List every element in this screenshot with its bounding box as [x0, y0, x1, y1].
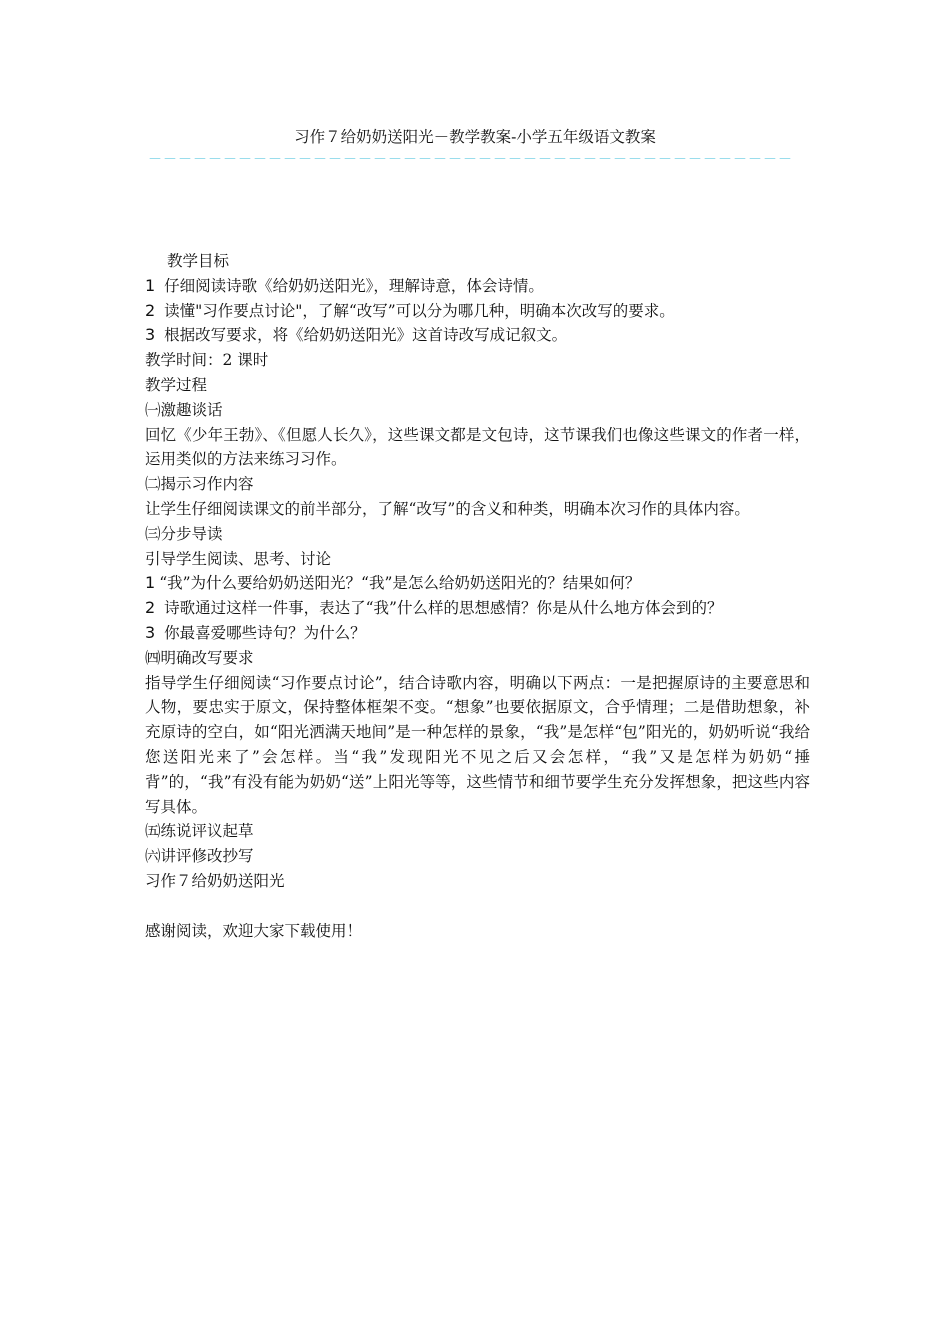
- goal-item: [145, 323, 810, 348]
- footer-title: 习作７给奶奶送阳光: [145, 871, 285, 890]
- process-heading: 教学过程: [145, 375, 208, 394]
- question-item: [145, 621, 810, 646]
- section-heading: ㈤练说评议起草: [145, 822, 254, 841]
- section-paragraph: 让学生仔细阅读课文的前半部分，了解“改写”的含义和种类，明确本次习作的具体内容。: [145, 499, 750, 518]
- section-heading: ㈢分步导读: [145, 524, 223, 543]
- question-text: “我”为什么要给奶奶送阳光？“我”是怎么给奶奶送阳光的？结果如何？: [159, 574, 641, 593]
- question-number: 1: [145, 573, 156, 593]
- section-paragraph: 指导学生仔细阅读“习作要点讨论”，结合诗歌内容，明确以下两点：一是把握原诗的主要意思和人物，要忠实于原文，保持整体框架不变。“想象”也要依据原文，合乎情理；二是借助想象，补充原诗的空白，如“阳光洒满天地间”是一种怎样的景象，“我”是怎样“包”阳光的，奶奶听说“我给您送阳光来了”会怎样。当“我”发现阳光不见之后又会怎样，“我”又是怎样为奶奶“捶背”的，“我”有没有能为奶奶“送”上阳光等等，这些情节和细节要学生充分发挥想象，把这些内容写具体。: [145, 673, 810, 816]
- goal-number: 1: [145, 275, 156, 295]
- closing-text: 感谢阅读，欢迎大家下载使用！: [145, 921, 363, 940]
- document-title: 习作７给奶奶送阳光－教学教案-小学五年级语文教案: [294, 128, 656, 146]
- section-heading: ㈣明确改写要求: [145, 648, 254, 667]
- section-heading: ㈡揭示习作内容: [145, 475, 254, 494]
- question-item: [145, 596, 810, 621]
- question-number: 3: [145, 622, 156, 642]
- goal-text: 根据改写要求，将《给奶奶送阳光》这首诗改写成记叙文。: [164, 326, 568, 345]
- blank-line: [145, 894, 810, 919]
- title-divider: －－－－－－－－－－－－－－－－－－－－－－－－－－－－－－－－－－－－－－－－－－－: [148, 152, 793, 168]
- question-item: [145, 571, 810, 596]
- section-heading: ㈥讲评修改抄写: [145, 847, 254, 866]
- goal-text: 读懂"习作要点讨论"，了解“改写”可以分为哪几种，明确本次改写的要求。: [164, 301, 675, 320]
- section-paragraph: 回忆《少年王勃》、《但愿人长久》，这些课文都是文包诗，这节课我们也像这些课文的作者一样，运用类似的方法来练习习作。: [145, 425, 810, 469]
- goal-item: [145, 299, 810, 324]
- goal-number: 2: [145, 300, 156, 320]
- section-intro: 引导学生阅读、思考、讨论: [145, 549, 332, 568]
- question-text: 你最喜爱哪些诗句？为什么？: [164, 623, 366, 642]
- question-text: 诗歌通过这样一件事，表达了“我”什么样的思想感情？你是从什么地方体会到的？: [164, 599, 723, 618]
- section-heading: ㈠激趣谈话: [145, 400, 223, 419]
- goal-text: 仔细阅读诗歌《给奶奶送阳光》，理解诗意，体会诗情。: [164, 276, 544, 295]
- teaching-time: 教学时间：2 课时: [145, 351, 269, 370]
- goal-number: 3: [145, 325, 156, 345]
- goal-item: [145, 274, 810, 299]
- question-number: 2: [145, 598, 156, 618]
- document-body: [145, 249, 810, 943]
- goals-heading: 教学目标: [167, 252, 230, 270]
